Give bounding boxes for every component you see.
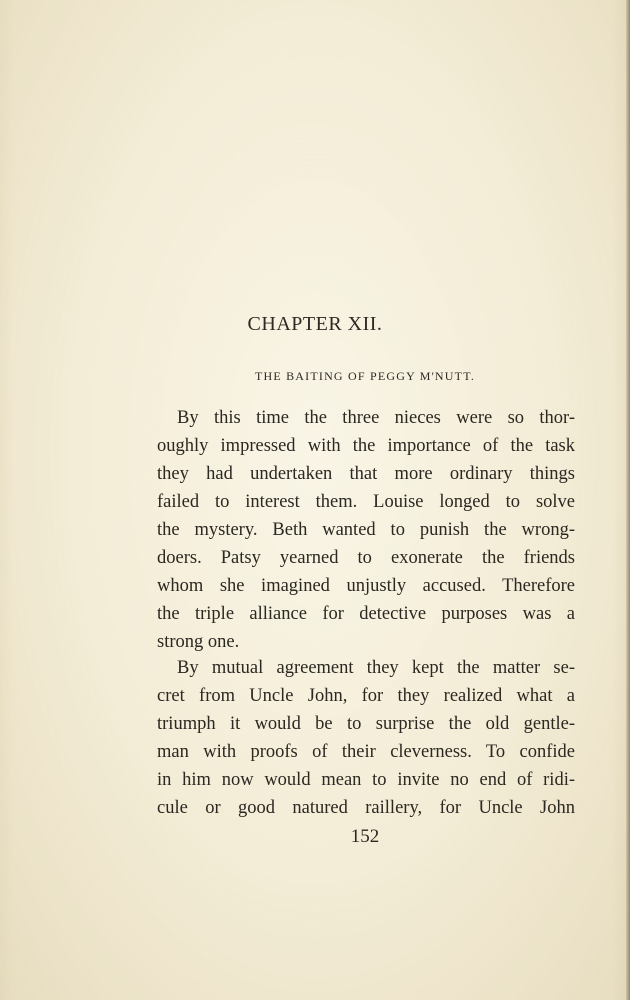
paragraph-2-line-5: in him now would mean to invite no end of ridi- [157, 770, 575, 790]
paragraph-1-line-3: they had undertaken that more ordinary things [157, 464, 575, 484]
paragraph-1-line-2: oughly impressed with the importance of the task [157, 436, 575, 456]
paragraph-2-line-1: By mutual agreement they kept the matter se- [177, 658, 575, 678]
paragraph-2-line-4: man with proofs of their cleverness. To confide [157, 742, 575, 762]
paragraph-1-line-9: strong one. [157, 632, 240, 652]
paragraph-1-line-5: the mystery. Beth wanted to punish the wrong- [157, 520, 575, 540]
page-number: 152 [350, 826, 380, 847]
paragraph-1-line-7: whom she imagined unjustly accused. Therefore [157, 576, 575, 596]
paragraph-1-line-1: By this time the three nieces were so thor- [177, 408, 575, 428]
paragraph-2-line-6: cule or good natured raillery, for Uncle John [157, 798, 575, 818]
paragraph-1-line-8: the triple alliance for detective purposes was a [157, 604, 575, 624]
paragraph-1-line-4: failed to interest them. Louise longed to solve [157, 492, 575, 512]
paragraph-2-line-3: triumph it would be to surprise the old gentle- [157, 714, 575, 734]
page-edge [626, 0, 630, 1000]
chapter-subtitle: THE BAITING OF PEGGY M'NUTT. [254, 369, 476, 383]
paragraph-2-line-2: cret from Uncle John, for they realized what a [157, 686, 575, 706]
chapter-title: CHAPTER XII. [247, 313, 383, 335]
paragraph-1-line-6: doers. Patsy yearned to exonerate the friends [157, 548, 575, 568]
